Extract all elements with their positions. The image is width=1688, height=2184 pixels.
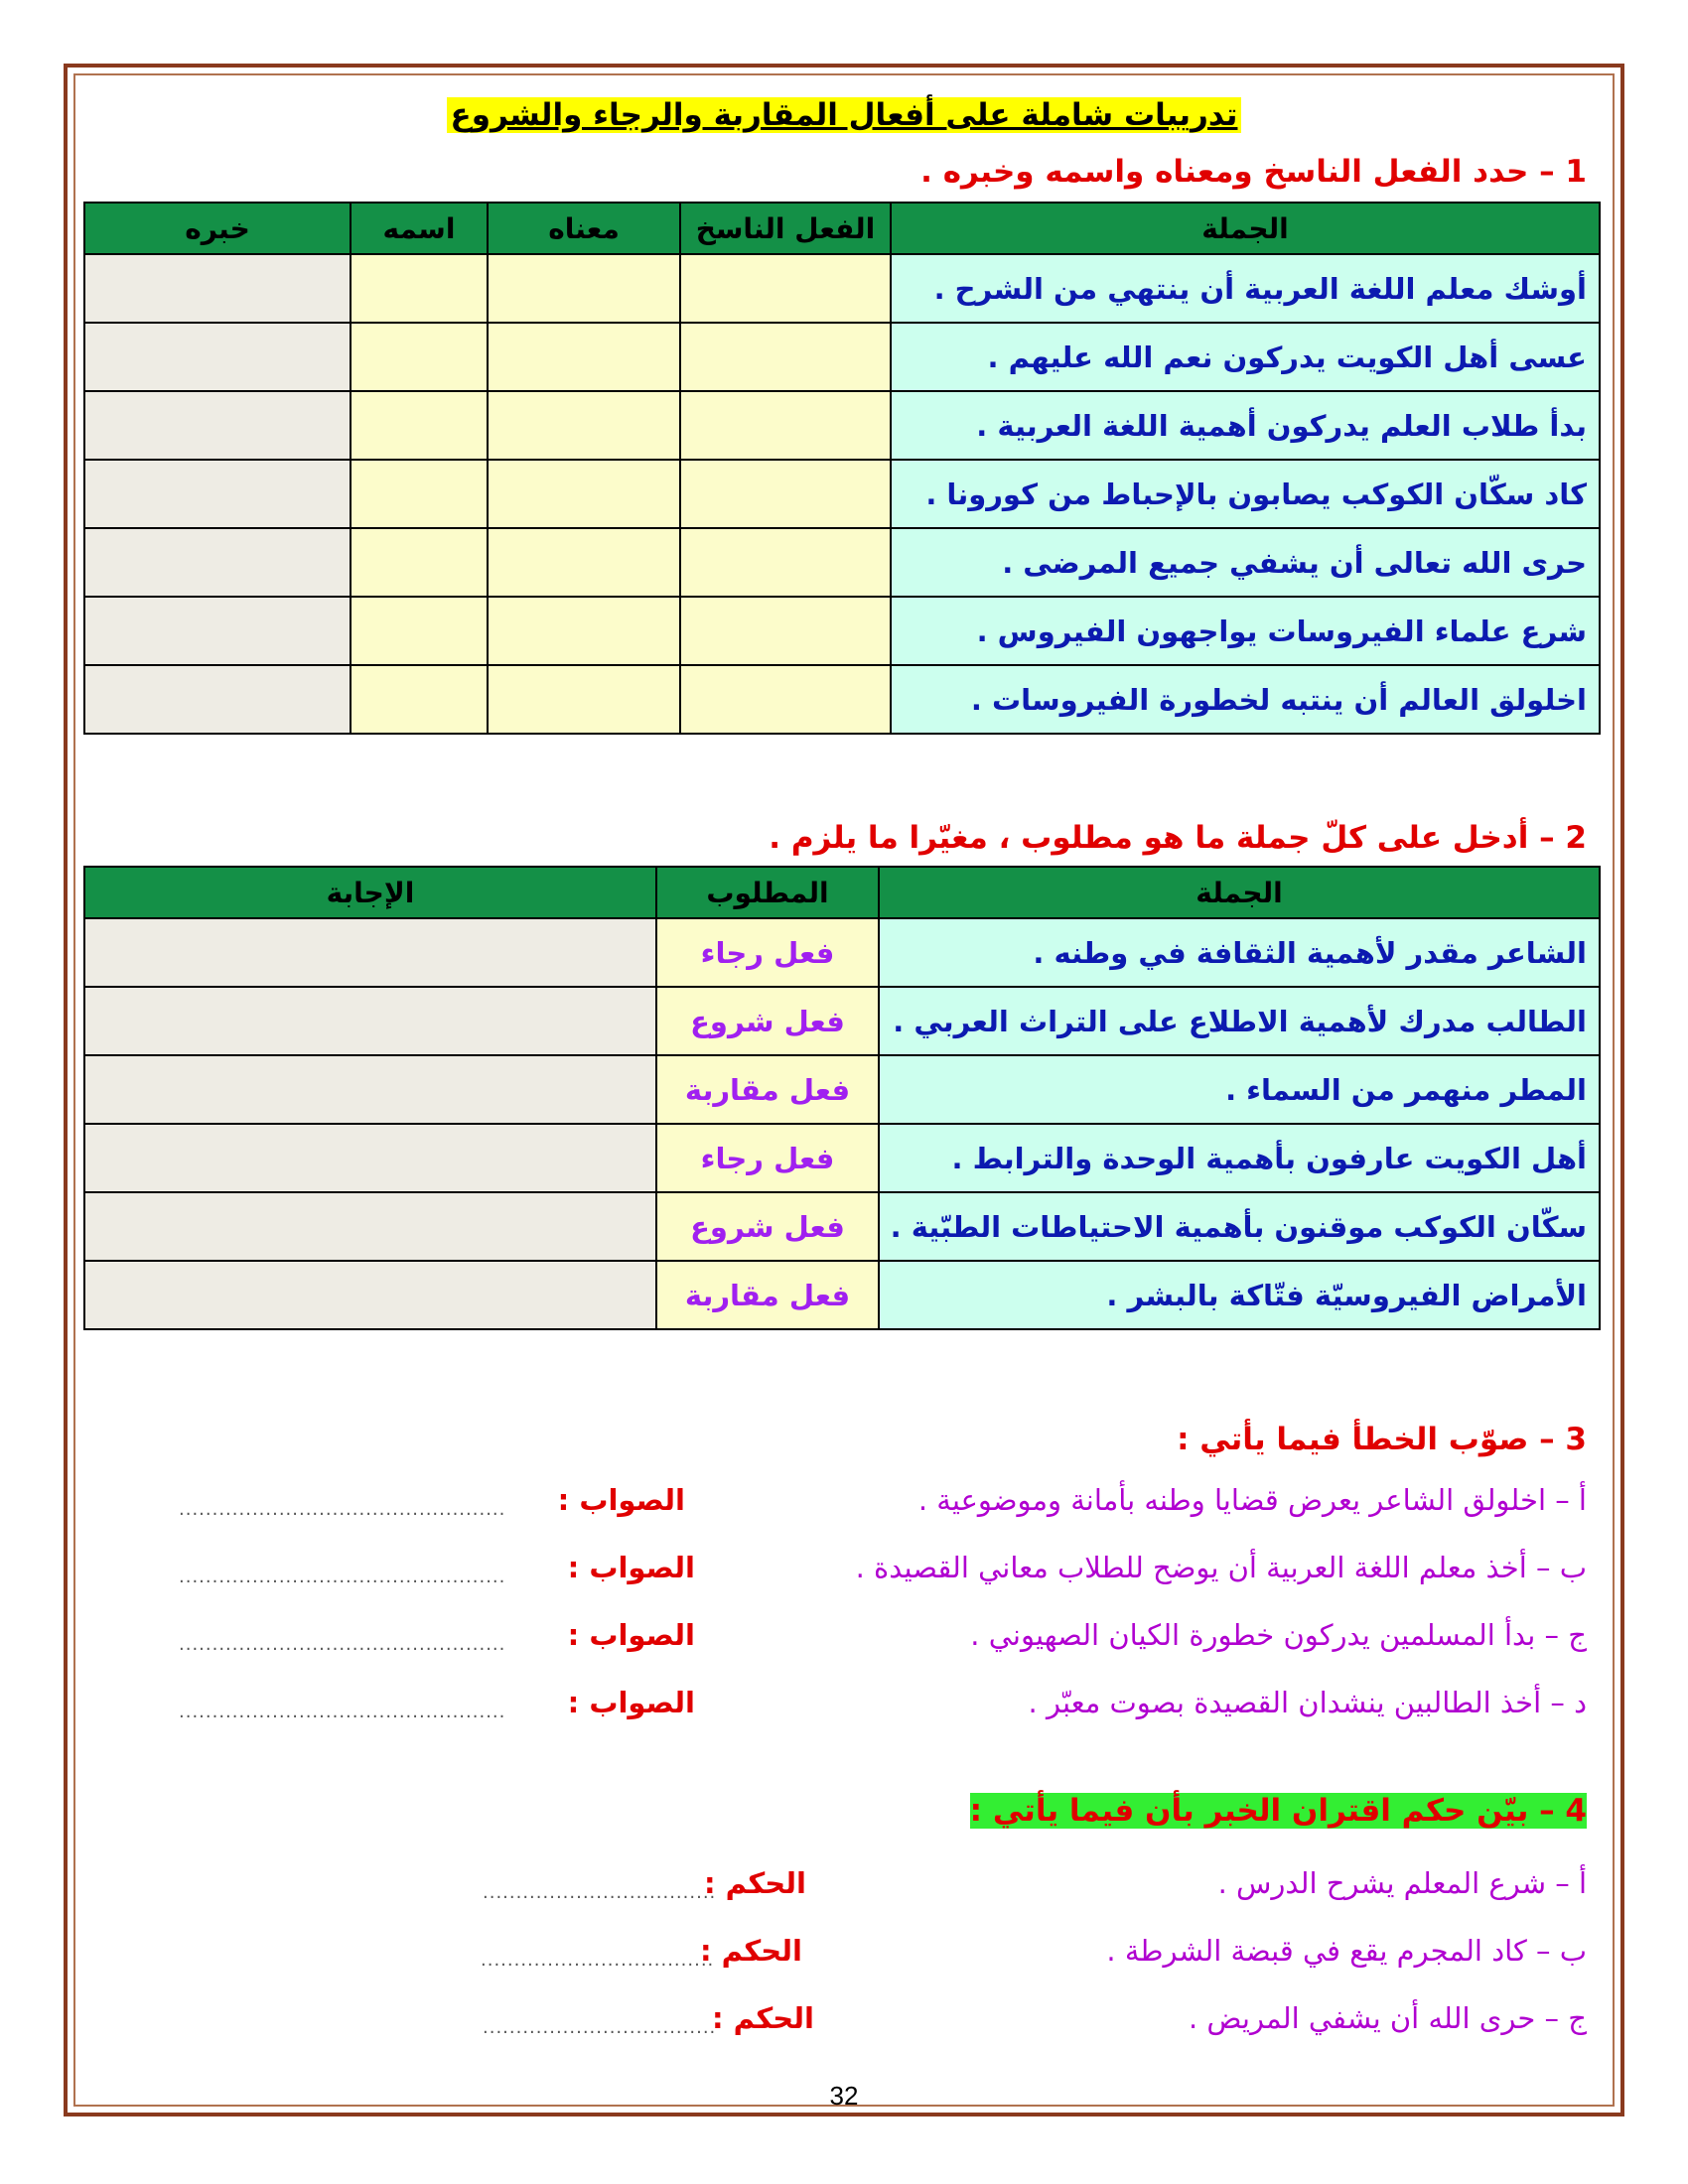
- table-row: [84, 987, 1600, 1055]
- q1-meaning-cell[interactable]: [488, 665, 680, 734]
- q1-verb-cell[interactable]: [680, 528, 891, 597]
- q2-table: [83, 866, 1601, 1330]
- q2-required: فعل مقاربة: [656, 1055, 879, 1124]
- q1-verb-cell[interactable]: [680, 665, 891, 734]
- q1-meaning-cell[interactable]: [488, 254, 680, 323]
- q1-sentence: اخلولق العالم أن ينتبه لخطورة الفيروسات .: [891, 665, 1600, 734]
- q1-header-sentence: الجملة: [891, 203, 1600, 254]
- q1-verb-cell[interactable]: [680, 391, 891, 460]
- q1-sentence: شرع علماء الفيروسات يواجهون الفيروس .: [891, 597, 1600, 665]
- q2-heading: 2 – أدخل على كلّ جملة ما هو مطلوب ، مغيّرا ما يلزم .: [769, 820, 1587, 856]
- page-title: تدريبات شاملة على أفعال المقاربة والرجاء والشروع: [0, 97, 1688, 133]
- q2-required: فعل مقاربة: [656, 1261, 879, 1329]
- q2-answer-cell[interactable]: [84, 1124, 656, 1192]
- q4-answer-line[interactable]: ...................................: [483, 1882, 717, 1903]
- q2-answer-cell[interactable]: [84, 1055, 656, 1124]
- q3-answer-line[interactable]: .................................................: [179, 1567, 506, 1587]
- q2-header-answer: الإجابة: [84, 867, 656, 918]
- table-row: [84, 1124, 1600, 1192]
- q1-verb-cell[interactable]: [680, 460, 891, 528]
- q1-subject-cell[interactable]: [351, 391, 488, 460]
- q4-answer-label: الحكم :: [703, 1866, 806, 1900]
- q1-sentence: عسى أهل الكويت يدركون نعم الله عليهم .: [891, 323, 1600, 391]
- q2-required: فعل رجاء: [656, 918, 879, 987]
- q1-subject-cell[interactable]: [351, 323, 488, 391]
- q2-required: فعل شروع: [656, 1192, 879, 1261]
- q1-predicate-cell[interactable]: [84, 460, 351, 528]
- q1-predicate-cell[interactable]: [84, 254, 351, 323]
- q1-subject-cell[interactable]: [351, 254, 488, 323]
- q4-answer-line[interactable]: ...................................: [481, 1950, 715, 1971]
- q1-meaning-cell[interactable]: [488, 323, 680, 391]
- table-row: [84, 665, 1600, 734]
- q1-predicate-cell[interactable]: [84, 323, 351, 391]
- table-row: [84, 918, 1600, 987]
- q1-verb-cell[interactable]: [680, 323, 891, 391]
- q1-predicate-cell[interactable]: [84, 665, 351, 734]
- q1-verb-cell[interactable]: [680, 597, 891, 665]
- q3-answer-label: الصواب :: [567, 1618, 695, 1652]
- q4-item: ج – حرى الله أن يشفي المريض .: [1188, 2001, 1587, 2035]
- q2-answer-cell[interactable]: [84, 987, 656, 1055]
- q3-answer-label: الصواب :: [567, 1551, 695, 1584]
- q2-sentence: الطالب مدرك لأهمية الاطلاع على التراث العربي .: [879, 987, 1600, 1055]
- q1-subject-cell[interactable]: [351, 597, 488, 665]
- q1-sentence: أوشك معلم اللغة العربية أن ينتهي من الشرح .: [891, 254, 1600, 323]
- q1-meaning-cell[interactable]: [488, 597, 680, 665]
- q1-header-row: [84, 203, 1600, 254]
- q3-answer-line[interactable]: .................................................: [179, 1702, 506, 1722]
- q1-meaning-cell[interactable]: [488, 528, 680, 597]
- table-row: [84, 528, 1600, 597]
- q1-subject-cell[interactable]: [351, 665, 488, 734]
- q2-required: فعل شروع: [656, 987, 879, 1055]
- q2-sentence: أهل الكويت عارفون بأهمية الوحدة والترابط .: [879, 1124, 1600, 1192]
- q3-item: أ – اخلولق الشاعر يعرض قضايا وطنه بأمانة وموضوعية .: [917, 1483, 1587, 1517]
- table-row: [84, 597, 1600, 665]
- q2-answer-cell[interactable]: [84, 918, 656, 987]
- q1-header-meaning: معناه: [488, 203, 680, 254]
- q2-answer-cell[interactable]: [84, 1192, 656, 1261]
- q2-sentence: الشاعر مقدر لأهمية الثقافة في وطنه .: [879, 918, 1600, 987]
- q1-sentence: حرى الله تعالى أن يشفي جميع المرضى .: [891, 528, 1600, 597]
- table-row: [84, 460, 1600, 528]
- q1-predicate-cell[interactable]: [84, 391, 351, 460]
- page-number: 32: [829, 2081, 859, 2111]
- q1-predicate-cell[interactable]: [84, 597, 351, 665]
- q1-predicate-cell[interactable]: [84, 528, 351, 597]
- q1-meaning-cell[interactable]: [488, 460, 680, 528]
- q3-item: ج – بدأ المسلمين يدركون خطورة الكيان الصهيوني .: [970, 1618, 1587, 1652]
- q3-heading: 3 – صوّب الخطأ فيما يأتي :: [1177, 1422, 1587, 1457]
- q1-sentence: بدأ طلاب العلم يدركون أهمية اللغة العربية .: [891, 391, 1600, 460]
- table-row: [84, 254, 1600, 323]
- table-row: [84, 323, 1600, 391]
- q3-answer-line[interactable]: .................................................: [179, 1634, 506, 1655]
- q1-header-subject: اسمه: [351, 203, 488, 254]
- q2-answer-cell[interactable]: [84, 1261, 656, 1329]
- table-row: [84, 1055, 1600, 1124]
- q1-header-predicate: خبره: [84, 203, 351, 254]
- q1-subject-cell[interactable]: [351, 528, 488, 597]
- table-row: [84, 391, 1600, 460]
- q1-verb-cell[interactable]: [680, 254, 891, 323]
- q3-item: ب – أخذ معلم اللغة العربية أن يوضح للطلاب معاني القصيدة .: [855, 1551, 1587, 1584]
- q3-answer-label: الصواب :: [557, 1483, 685, 1517]
- q4-item: ب – كاد المجرم يقع في قبضة الشرطة .: [1106, 1934, 1587, 1968]
- q4-heading: 4 – بيّن حكم اقتران الخبر بأن فيما يأتي :: [969, 1793, 1587, 1829]
- q3-item: د – أخذ الطالبين ينشدان القصيدة بصوت معبّر .: [1028, 1686, 1587, 1719]
- q3-answer-line[interactable]: .................................................: [179, 1499, 506, 1520]
- q4-answer-label: الحكم :: [711, 2001, 814, 2035]
- q1-sentence: كاد سكّان الكوكب يصابون بالإحباط من كورونا .: [891, 460, 1600, 528]
- q3-answer-label: الصواب :: [567, 1686, 695, 1719]
- q2-required: فعل رجاء: [656, 1124, 879, 1192]
- table-row: [84, 1261, 1600, 1329]
- table-row: [84, 1192, 1600, 1261]
- q1-meaning-cell[interactable]: [488, 391, 680, 460]
- q2-sentence: الأمراض الفيروسيّة فتّاكة بالبشر .: [879, 1261, 1600, 1329]
- q2-header-required: المطلوب: [656, 867, 879, 918]
- q4-answer-line[interactable]: ...................................: [483, 2017, 717, 2038]
- q1-table: [83, 202, 1601, 735]
- q1-header-verb: الفعل الناسخ: [680, 203, 891, 254]
- q2-sentence: سكّان الكوكب موقنون بأهمية الاحتياطات الطبّية .: [879, 1192, 1600, 1261]
- q2-sentence: المطر منهمر من السماء .: [879, 1055, 1600, 1124]
- q2-header-sentence: الجملة: [879, 867, 1600, 918]
- q1-heading: 1 – حدد الفعل الناسخ ومعناه واسمه وخبره .: [920, 154, 1587, 190]
- q1-subject-cell[interactable]: [351, 460, 488, 528]
- q4-item: أ – شرع المعلم يشرح الدرس .: [1217, 1866, 1587, 1900]
- q4-answer-label: الحكم :: [699, 1934, 802, 1968]
- q2-header-row: [84, 867, 1600, 918]
